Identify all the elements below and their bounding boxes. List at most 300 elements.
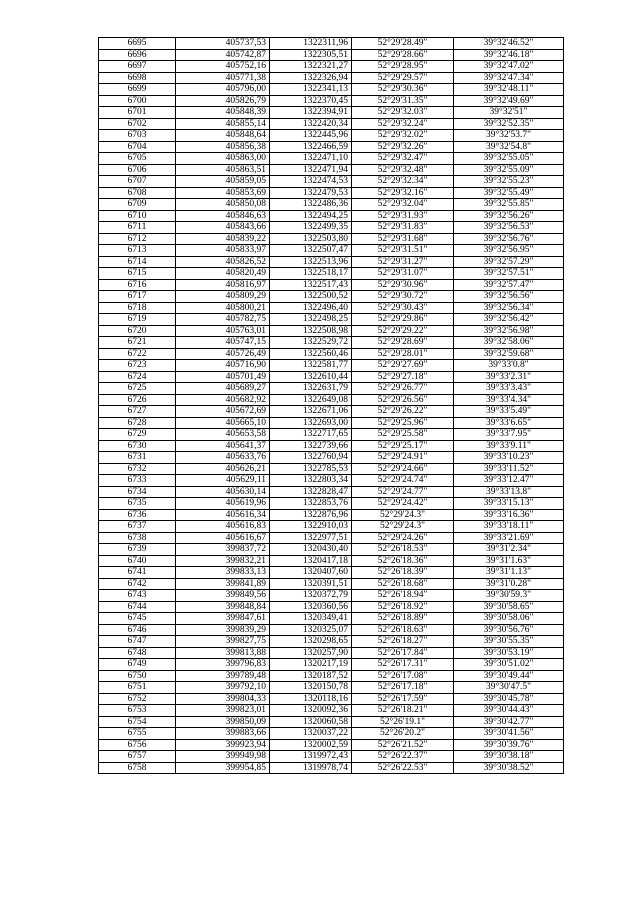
longitude-cell: 39°32'47.34" [454, 72, 564, 84]
table-row [99, 337, 564, 349]
latitude-cell: 52°29'31.93" [352, 210, 454, 222]
latitude-cell: 52°29'24.3" [352, 509, 454, 521]
table-row [99, 486, 564, 498]
table-row [99, 670, 564, 682]
latitude-cell: 52°29'26.77" [352, 383, 454, 395]
y-coordinate-cell: 1322420,34 [270, 118, 352, 130]
latitude-cell: 52°29'32.16" [352, 187, 454, 199]
table-row [99, 739, 564, 751]
table-row [99, 222, 564, 234]
point-number-cell: 6736 [99, 509, 176, 521]
latitude-cell: 52°29'24.3" [352, 521, 454, 533]
point-number-cell: 6745 [99, 613, 176, 625]
latitude-cell: 52°29'24.77" [352, 486, 454, 498]
latitude-cell: 52°29'32.24" [352, 118, 454, 130]
point-number-cell: 6728 [99, 417, 176, 429]
x-coordinate-cell: 405826,52 [176, 256, 270, 268]
x-coordinate-cell: 399804,33 [176, 693, 270, 705]
point-number-cell: 6751 [99, 682, 176, 694]
point-number-cell: 6706 [99, 164, 176, 176]
point-number-cell: 6755 [99, 728, 176, 740]
x-coordinate-cell: 405752,16 [176, 61, 270, 73]
x-coordinate-cell: 405856,38 [176, 141, 270, 153]
longitude-cell: 39°33'9.11" [454, 440, 564, 452]
y-coordinate-cell: 1322560,46 [270, 348, 352, 360]
point-number-cell: 6757 [99, 751, 176, 763]
latitude-cell: 52°29'26.56" [352, 394, 454, 406]
x-coordinate-cell: 405809,29 [176, 291, 270, 303]
table-row [99, 268, 564, 280]
point-number-cell: 6702 [99, 118, 176, 130]
longitude-cell: 39°31'1.63" [454, 555, 564, 567]
table-row [99, 245, 564, 257]
y-coordinate-cell: 1322508,98 [270, 325, 352, 337]
latitude-cell: 52°29'29.22" [352, 325, 454, 337]
y-coordinate-cell: 1320372,79 [270, 590, 352, 602]
x-coordinate-cell: 405616,67 [176, 532, 270, 544]
x-coordinate-cell: 405619,96 [176, 498, 270, 510]
table-row [99, 475, 564, 487]
y-coordinate-cell: 1322717,65 [270, 429, 352, 441]
latitude-cell: 52°29'24.42" [352, 498, 454, 510]
coordinates-table-body [99, 38, 564, 774]
point-number-cell: 6707 [99, 176, 176, 188]
table-row [99, 118, 564, 130]
point-number-cell: 6733 [99, 475, 176, 487]
latitude-cell: 52°29'31.07" [352, 268, 454, 280]
y-coordinate-cell: 1322507,47 [270, 245, 352, 257]
y-coordinate-cell: 1322671,06 [270, 406, 352, 418]
x-coordinate-cell: 405863,00 [176, 153, 270, 165]
point-number-cell: 6726 [99, 394, 176, 406]
longitude-cell: 39°33'2.31" [454, 371, 564, 383]
latitude-cell: 52°26'18.36" [352, 555, 454, 567]
x-coordinate-cell: 399792,10 [176, 682, 270, 694]
table-row [99, 187, 564, 199]
latitude-cell: 52°29'25.17" [352, 440, 454, 452]
point-number-cell: 6754 [99, 716, 176, 728]
latitude-cell: 52°26'18.21" [352, 705, 454, 717]
point-number-cell: 6758 [99, 762, 176, 774]
table-row [99, 682, 564, 694]
longitude-cell: 39°33'3.43" [454, 383, 564, 395]
x-coordinate-cell: 405653,58 [176, 429, 270, 441]
x-coordinate-cell: 399949,98 [176, 751, 270, 763]
longitude-cell: 39°33'13.8" [454, 486, 564, 498]
latitude-cell: 52°29'31.35" [352, 95, 454, 107]
longitude-cell: 39°31'0.28" [454, 578, 564, 590]
latitude-cell: 52°29'32.47" [352, 153, 454, 165]
point-number-cell: 6727 [99, 406, 176, 418]
table-row [99, 291, 564, 303]
longitude-cell: 39°32'56.42" [454, 314, 564, 326]
latitude-cell: 52°29'32.34" [352, 176, 454, 188]
latitude-cell: 52°29'25.96" [352, 417, 454, 429]
longitude-cell: 39°32'56.53" [454, 222, 564, 234]
table-row [99, 279, 564, 291]
longitude-cell: 39°32'58.06" [454, 337, 564, 349]
point-number-cell: 6723 [99, 360, 176, 372]
table-row [99, 555, 564, 567]
y-coordinate-cell: 1322305,51 [270, 49, 352, 61]
y-coordinate-cell: 1320417,18 [270, 555, 352, 567]
table-row [99, 314, 564, 326]
table-row [99, 590, 564, 602]
latitude-cell: 52°29'27.18" [352, 371, 454, 383]
point-number-cell: 6738 [99, 532, 176, 544]
longitude-cell: 39°32'57.47" [454, 279, 564, 291]
y-coordinate-cell: 1320037,22 [270, 728, 352, 740]
x-coordinate-cell: 405633,76 [176, 452, 270, 464]
x-coordinate-cell: 405863,51 [176, 164, 270, 176]
latitude-cell: 52°29'24.74" [352, 475, 454, 487]
y-coordinate-cell: 1319972,43 [270, 751, 352, 763]
x-coordinate-cell: 399827,75 [176, 636, 270, 648]
point-number-cell: 6711 [99, 222, 176, 234]
point-number-cell: 6744 [99, 601, 176, 613]
latitude-cell: 52°29'26.22" [352, 406, 454, 418]
latitude-cell: 52°26'18.39" [352, 567, 454, 579]
longitude-cell: 39°30'58.06" [454, 613, 564, 625]
table-row [99, 406, 564, 418]
longitude-cell: 39°30'45.78" [454, 693, 564, 705]
x-coordinate-cell: 399813,88 [176, 647, 270, 659]
point-number-cell: 6746 [99, 624, 176, 636]
point-number-cell: 6710 [99, 210, 176, 222]
table-row [99, 95, 564, 107]
x-coordinate-cell: 405796,00 [176, 84, 270, 96]
x-coordinate-cell: 405855,14 [176, 118, 270, 130]
latitude-cell: 52°29'30.36" [352, 84, 454, 96]
table-row [99, 498, 564, 510]
x-coordinate-cell: 399833,13 [176, 567, 270, 579]
longitude-cell: 39°30'41.56" [454, 728, 564, 740]
point-number-cell: 6705 [99, 153, 176, 165]
y-coordinate-cell: 1320150,78 [270, 682, 352, 694]
longitude-cell: 39°32'56.76" [454, 233, 564, 245]
table-row [99, 762, 564, 774]
latitude-cell: 52°29'30.72" [352, 291, 454, 303]
x-coordinate-cell: 405626,21 [176, 463, 270, 475]
x-coordinate-cell: 405833,97 [176, 245, 270, 257]
x-coordinate-cell: 405843,66 [176, 222, 270, 234]
point-number-cell: 6704 [99, 141, 176, 153]
point-number-cell: 6709 [99, 199, 176, 211]
table-row [99, 107, 564, 119]
x-coordinate-cell: 399883,66 [176, 728, 270, 740]
y-coordinate-cell: 1322739,66 [270, 440, 352, 452]
y-coordinate-cell: 1322370,45 [270, 95, 352, 107]
y-coordinate-cell: 1320298,65 [270, 636, 352, 648]
latitude-cell: 52°26'18.89" [352, 613, 454, 625]
y-coordinate-cell: 1322326,94 [270, 72, 352, 84]
longitude-cell: 39°32'52.35" [454, 118, 564, 130]
x-coordinate-cell: 405826,79 [176, 95, 270, 107]
y-coordinate-cell: 1322828,47 [270, 486, 352, 498]
longitude-cell: 39°33'10.23" [454, 452, 564, 464]
latitude-cell: 52°29'31.51" [352, 245, 454, 257]
longitude-cell: 39°32'56.98" [454, 325, 564, 337]
x-coordinate-cell: 399848,84 [176, 601, 270, 613]
latitude-cell: 52°29'28.95" [352, 61, 454, 73]
x-coordinate-cell: 399850,09 [176, 716, 270, 728]
longitude-cell: 39°32'55.05" [454, 153, 564, 165]
coordinates-table [98, 37, 564, 774]
x-coordinate-cell: 399837,72 [176, 544, 270, 556]
table-row [99, 141, 564, 153]
table-row [99, 429, 564, 441]
table-row [99, 440, 564, 452]
latitude-cell: 52°26'19.1" [352, 716, 454, 728]
longitude-cell: 39°33'5.49" [454, 406, 564, 418]
y-coordinate-cell: 1320217,19 [270, 659, 352, 671]
table-row [99, 325, 564, 337]
y-coordinate-cell: 1322471,10 [270, 153, 352, 165]
y-coordinate-cell: 1322486,36 [270, 199, 352, 211]
longitude-cell: 39°33'7.95" [454, 429, 564, 441]
longitude-cell: 39°33'12.47" [454, 475, 564, 487]
longitude-cell: 39°32'59.68" [454, 348, 564, 360]
latitude-cell: 52°29'32.02" [352, 130, 454, 142]
x-coordinate-cell: 399789,48 [176, 670, 270, 682]
longitude-cell: 39°32'51" [454, 107, 564, 119]
latitude-cell: 52°29'31.27" [352, 256, 454, 268]
latitude-cell: 52°26'17.84" [352, 647, 454, 659]
longitude-cell: 39°32'56.95" [454, 245, 564, 257]
longitude-cell: 39°30'38.18" [454, 751, 564, 763]
y-coordinate-cell: 1322631,79 [270, 383, 352, 395]
table-row [99, 164, 564, 176]
y-coordinate-cell: 1322876,96 [270, 509, 352, 521]
latitude-cell: 52°29'25.58" [352, 429, 454, 441]
table-row [99, 463, 564, 475]
point-number-cell: 6696 [99, 49, 176, 61]
point-number-cell: 6700 [99, 95, 176, 107]
table-row [99, 371, 564, 383]
latitude-cell: 52°26'18.27" [352, 636, 454, 648]
point-number-cell: 6749 [99, 659, 176, 671]
x-coordinate-cell: 405850,08 [176, 199, 270, 211]
longitude-cell: 39°32'55.09" [454, 164, 564, 176]
y-coordinate-cell: 1322517,43 [270, 279, 352, 291]
table-row [99, 417, 564, 429]
latitude-cell: 52°29'30.43" [352, 302, 454, 314]
table-row [99, 751, 564, 763]
point-number-cell: 6735 [99, 498, 176, 510]
longitude-cell: 39°30'44.43" [454, 705, 564, 717]
longitude-cell: 39°30'53.19" [454, 647, 564, 659]
x-coordinate-cell: 405616,83 [176, 521, 270, 533]
longitude-cell: 39°30'42.77" [454, 716, 564, 728]
y-coordinate-cell: 1322394,91 [270, 107, 352, 119]
longitude-cell: 39°30'59.3" [454, 590, 564, 602]
y-coordinate-cell: 1322499,35 [270, 222, 352, 234]
longitude-cell: 39°32'48.11" [454, 84, 564, 96]
table-row [99, 659, 564, 671]
y-coordinate-cell: 1322649,08 [270, 394, 352, 406]
x-coordinate-cell: 405689,27 [176, 383, 270, 395]
longitude-cell: 39°32'55.23" [454, 176, 564, 188]
latitude-cell: 52°26'18.53" [352, 544, 454, 556]
table-row [99, 705, 564, 717]
table-row [99, 452, 564, 464]
x-coordinate-cell: 405853,69 [176, 187, 270, 199]
latitude-cell: 52°26'17.31" [352, 659, 454, 671]
y-coordinate-cell: 1322610,44 [270, 371, 352, 383]
latitude-cell: 52°29'32.03" [352, 107, 454, 119]
latitude-cell: 52°26'17.08" [352, 670, 454, 682]
table-row [99, 153, 564, 165]
y-coordinate-cell: 1322471,94 [270, 164, 352, 176]
y-coordinate-cell: 1320325,07 [270, 624, 352, 636]
y-coordinate-cell: 1320118,16 [270, 693, 352, 705]
point-number-cell: 6697 [99, 61, 176, 73]
latitude-cell: 52°29'24.91" [352, 452, 454, 464]
point-number-cell: 6712 [99, 233, 176, 245]
x-coordinate-cell: 399923,94 [176, 739, 270, 751]
latitude-cell: 52°29'28.49" [352, 38, 454, 50]
x-coordinate-cell: 405682,92 [176, 394, 270, 406]
longitude-cell: 39°33'15.13" [454, 498, 564, 510]
x-coordinate-cell: 405816,97 [176, 279, 270, 291]
latitude-cell: 52°29'29.86" [352, 314, 454, 326]
point-number-cell: 6743 [99, 590, 176, 602]
latitude-cell: 52°29'24.26" [352, 532, 454, 544]
table-row [99, 567, 564, 579]
x-coordinate-cell: 399839,29 [176, 624, 270, 636]
table-row [99, 613, 564, 625]
x-coordinate-cell: 405701,49 [176, 371, 270, 383]
longitude-cell: 39°33'6.65" [454, 417, 564, 429]
table-row [99, 394, 564, 406]
y-coordinate-cell: 1322341,13 [270, 84, 352, 96]
point-number-cell: 6721 [99, 337, 176, 349]
point-number-cell: 6699 [99, 84, 176, 96]
table-row [99, 360, 564, 372]
point-number-cell: 6695 [99, 38, 176, 50]
point-number-cell: 6713 [99, 245, 176, 257]
point-number-cell: 6703 [99, 130, 176, 142]
y-coordinate-cell: 1322518,17 [270, 268, 352, 280]
table-row [99, 521, 564, 533]
point-number-cell: 6741 [99, 567, 176, 579]
table-row [99, 693, 564, 705]
latitude-cell: 52°29'32.26" [352, 141, 454, 153]
point-number-cell: 6731 [99, 452, 176, 464]
x-coordinate-cell: 399841,89 [176, 578, 270, 590]
y-coordinate-cell: 1322500,52 [270, 291, 352, 303]
y-coordinate-cell: 1322529,72 [270, 337, 352, 349]
point-number-cell: 6740 [99, 555, 176, 567]
x-coordinate-cell: 405616,34 [176, 509, 270, 521]
latitude-cell: 52°26'17.18" [352, 682, 454, 694]
table-row [99, 176, 564, 188]
table-row [99, 210, 564, 222]
longitude-cell: 39°30'56.76" [454, 624, 564, 636]
point-number-cell: 6730 [99, 440, 176, 452]
table-row [99, 728, 564, 740]
y-coordinate-cell: 1322466,59 [270, 141, 352, 153]
table-row [99, 61, 564, 73]
point-number-cell: 6742 [99, 578, 176, 590]
x-coordinate-cell: 405665,10 [176, 417, 270, 429]
point-number-cell: 6734 [99, 486, 176, 498]
latitude-cell: 52°29'31.68" [352, 233, 454, 245]
longitude-cell: 39°32'46.52" [454, 38, 564, 50]
x-coordinate-cell: 405763,01 [176, 325, 270, 337]
longitude-cell: 39°30'39.76" [454, 739, 564, 751]
longitude-cell: 39°32'56.26" [454, 210, 564, 222]
latitude-cell: 52°29'28.69" [352, 337, 454, 349]
table-row [99, 647, 564, 659]
longitude-cell: 39°32'56.34" [454, 302, 564, 314]
longitude-cell: 39°33'21.69" [454, 532, 564, 544]
y-coordinate-cell: 1322321,27 [270, 61, 352, 73]
x-coordinate-cell: 405800,21 [176, 302, 270, 314]
table-row [99, 636, 564, 648]
point-number-cell: 6750 [99, 670, 176, 682]
x-coordinate-cell: 399849,56 [176, 590, 270, 602]
longitude-cell: 39°30'51.02" [454, 659, 564, 671]
x-coordinate-cell: 405629,11 [176, 475, 270, 487]
table-row [99, 233, 564, 245]
x-coordinate-cell: 405726,49 [176, 348, 270, 360]
x-coordinate-cell: 405848,64 [176, 130, 270, 142]
table-row [99, 624, 564, 636]
table-row [99, 532, 564, 544]
longitude-cell: 39°30'38.52" [454, 762, 564, 774]
x-coordinate-cell: 405630,14 [176, 486, 270, 498]
longitude-cell: 39°32'53.7" [454, 130, 564, 142]
y-coordinate-cell: 1320407,60 [270, 567, 352, 579]
y-coordinate-cell: 1322496,40 [270, 302, 352, 314]
y-coordinate-cell: 1322853,76 [270, 498, 352, 510]
y-coordinate-cell: 1322910,03 [270, 521, 352, 533]
y-coordinate-cell: 1322498,25 [270, 314, 352, 326]
x-coordinate-cell: 405716,90 [176, 360, 270, 372]
y-coordinate-cell: 1322581,77 [270, 360, 352, 372]
table-row [99, 578, 564, 590]
table-row [99, 199, 564, 211]
latitude-cell: 52°26'17.59" [352, 693, 454, 705]
table-row [99, 49, 564, 61]
point-number-cell: 6720 [99, 325, 176, 337]
x-coordinate-cell: 399847,61 [176, 613, 270, 625]
x-coordinate-cell: 405737,53 [176, 38, 270, 50]
longitude-cell: 39°32'57.29" [454, 256, 564, 268]
y-coordinate-cell: 1322513,96 [270, 256, 352, 268]
x-coordinate-cell: 405848,39 [176, 107, 270, 119]
point-number-cell: 6737 [99, 521, 176, 533]
y-coordinate-cell: 1322474,53 [270, 176, 352, 188]
point-number-cell: 6753 [99, 705, 176, 717]
y-coordinate-cell: 1322803,34 [270, 475, 352, 487]
y-coordinate-cell: 1322785,53 [270, 463, 352, 475]
point-number-cell: 6698 [99, 72, 176, 84]
longitude-cell: 39°32'55.49" [454, 187, 564, 199]
table-row [99, 601, 564, 613]
longitude-cell: 39°31'1.13" [454, 567, 564, 579]
latitude-cell: 52°29'27.69" [352, 360, 454, 372]
y-coordinate-cell: 1320092,36 [270, 705, 352, 717]
point-number-cell: 6701 [99, 107, 176, 119]
longitude-cell: 39°32'56.56" [454, 291, 564, 303]
point-number-cell: 6722 [99, 348, 176, 360]
longitude-cell: 39°31'2.34" [454, 544, 564, 556]
x-coordinate-cell: 405672,69 [176, 406, 270, 418]
latitude-cell: 52°29'28.01" [352, 348, 454, 360]
latitude-cell: 52°29'32.48" [352, 164, 454, 176]
